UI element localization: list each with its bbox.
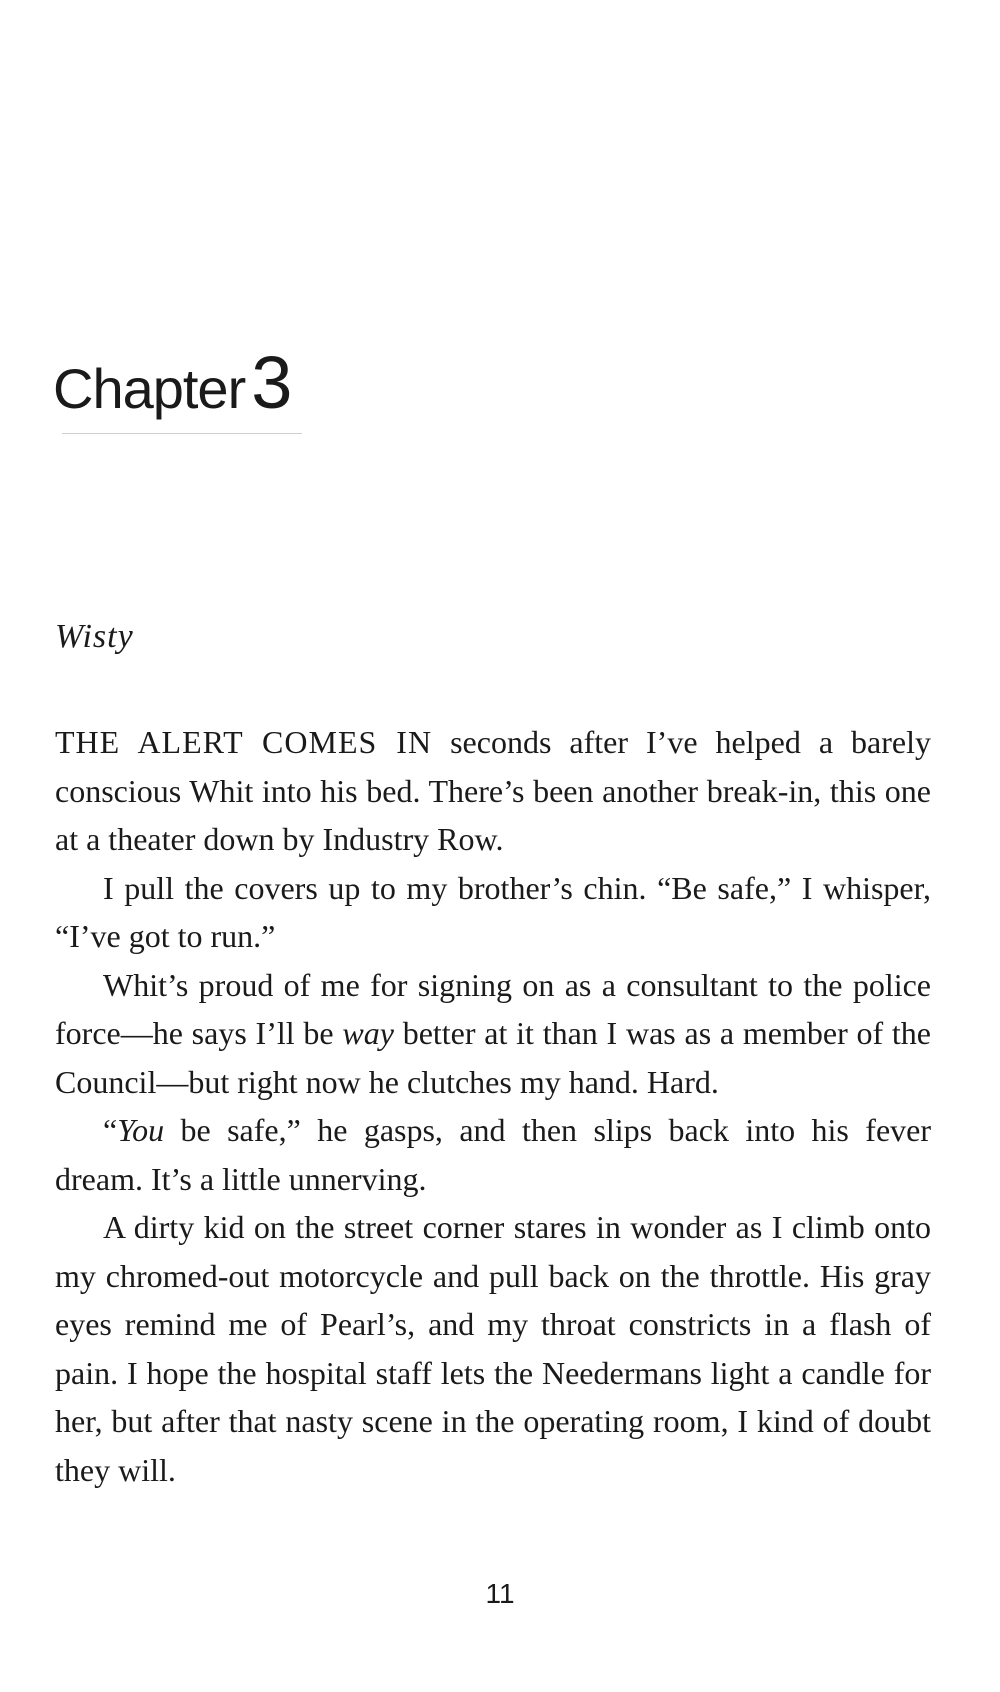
lead-in: THE ALERT COMES IN xyxy=(55,724,433,760)
paragraph: A dirty kid on the street corner stares in wonder as I climb onto my chromed-out motorcycle and pull back on the throttle. His gray eyes remind me of Pearl’s, and my throat constricts in a flash of pain. I hope the hospital staff lets the Needermans light a candle for her, but after that nasty scene in the operating room, I kind of doubt they will. xyxy=(55,1209,931,1488)
paragraph-text: Whit’s proud of me for signing on as a consultant to the police force—he says I’ll be xyxy=(55,966,931,1051)
paragraph-text: “ xyxy=(103,1112,118,1148)
paragraph-text: be safe,” he gasps, and then slips back into his fever dream. It’s a little unnerving. xyxy=(55,1112,931,1197)
chapter-heading xyxy=(53,340,292,425)
narrator-heading: Wisty xyxy=(55,618,134,655)
paragraph xyxy=(55,961,931,1107)
emphasis: way xyxy=(342,1015,394,1051)
chapter-label: Chapter xyxy=(53,357,246,420)
chapter-rule xyxy=(62,433,302,434)
paragraph xyxy=(55,718,931,864)
paragraph-text: seconds after I’ve helped a barely conscious Whit into his bed. There’s been another break-in, this one at a theater down by Industry Row. xyxy=(55,724,932,857)
paragraph: I pull the covers up to my brother’s chin. “Be safe,” I whisper, “I’ve got to run.” xyxy=(55,869,931,954)
paragraph xyxy=(55,1106,931,1203)
page-number: 11 xyxy=(485,1578,515,1609)
chapter-number: 3 xyxy=(251,341,293,424)
body-text xyxy=(55,718,931,1494)
paragraph-text: better at it than I was as a member of the Council—but right now he clutches my hand. Hard. xyxy=(55,1015,932,1100)
emphasis: You xyxy=(117,1112,165,1148)
